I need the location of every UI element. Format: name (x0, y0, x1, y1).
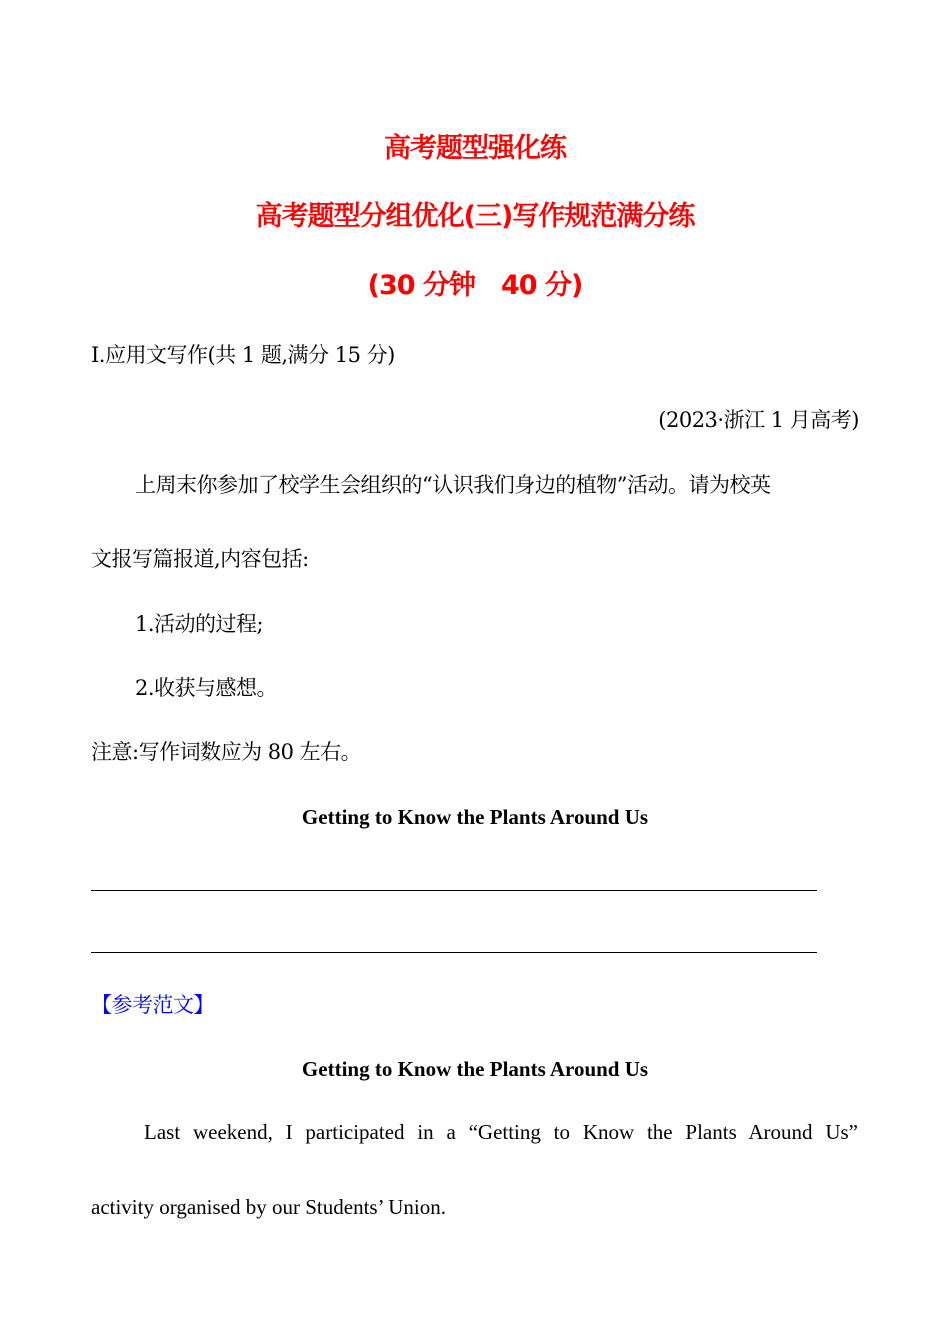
section-heading: Ⅰ.应用文写作(共 1 题,满分 15 分) (91, 343, 395, 367)
page-title: 高考题型强化练 (384, 133, 566, 164)
question-source: (2023·浙江 1 月高考) (658, 408, 859, 432)
answer-line (91, 952, 817, 953)
word-count-note: 注意:写作词数应为 80 左右。 (91, 740, 362, 764)
prompt-line-2: 文报写篇报道,内容包括: (91, 547, 309, 571)
prompt-line-1: 上周末你参加了校学生会组织的“认识我们身边的植物”活动。请为校英 (135, 473, 771, 497)
page-subtitle: 高考题型分组优化(三)写作规范满分练 (255, 201, 695, 232)
time-score: (30 分钟 40 分) (367, 270, 583, 301)
requirement-item: 2.收获与感想。 (135, 676, 278, 700)
reference-label: 【参考范文】 (91, 993, 214, 1017)
reference-paragraph-line-2: activity organised by our Students’ Union. (91, 1195, 447, 1219)
answer-line (91, 890, 817, 891)
reference-title: Getting to Know the Plants Around Us (301, 1057, 649, 1081)
essay-title: Getting to Know the Plants Around Us (301, 805, 649, 829)
requirement-item: 1.活动的过程; (135, 612, 264, 636)
reference-paragraph-line-1: Last weekend, I participated in a “Getting to Know the Plants Around Us” (144, 1120, 858, 1144)
